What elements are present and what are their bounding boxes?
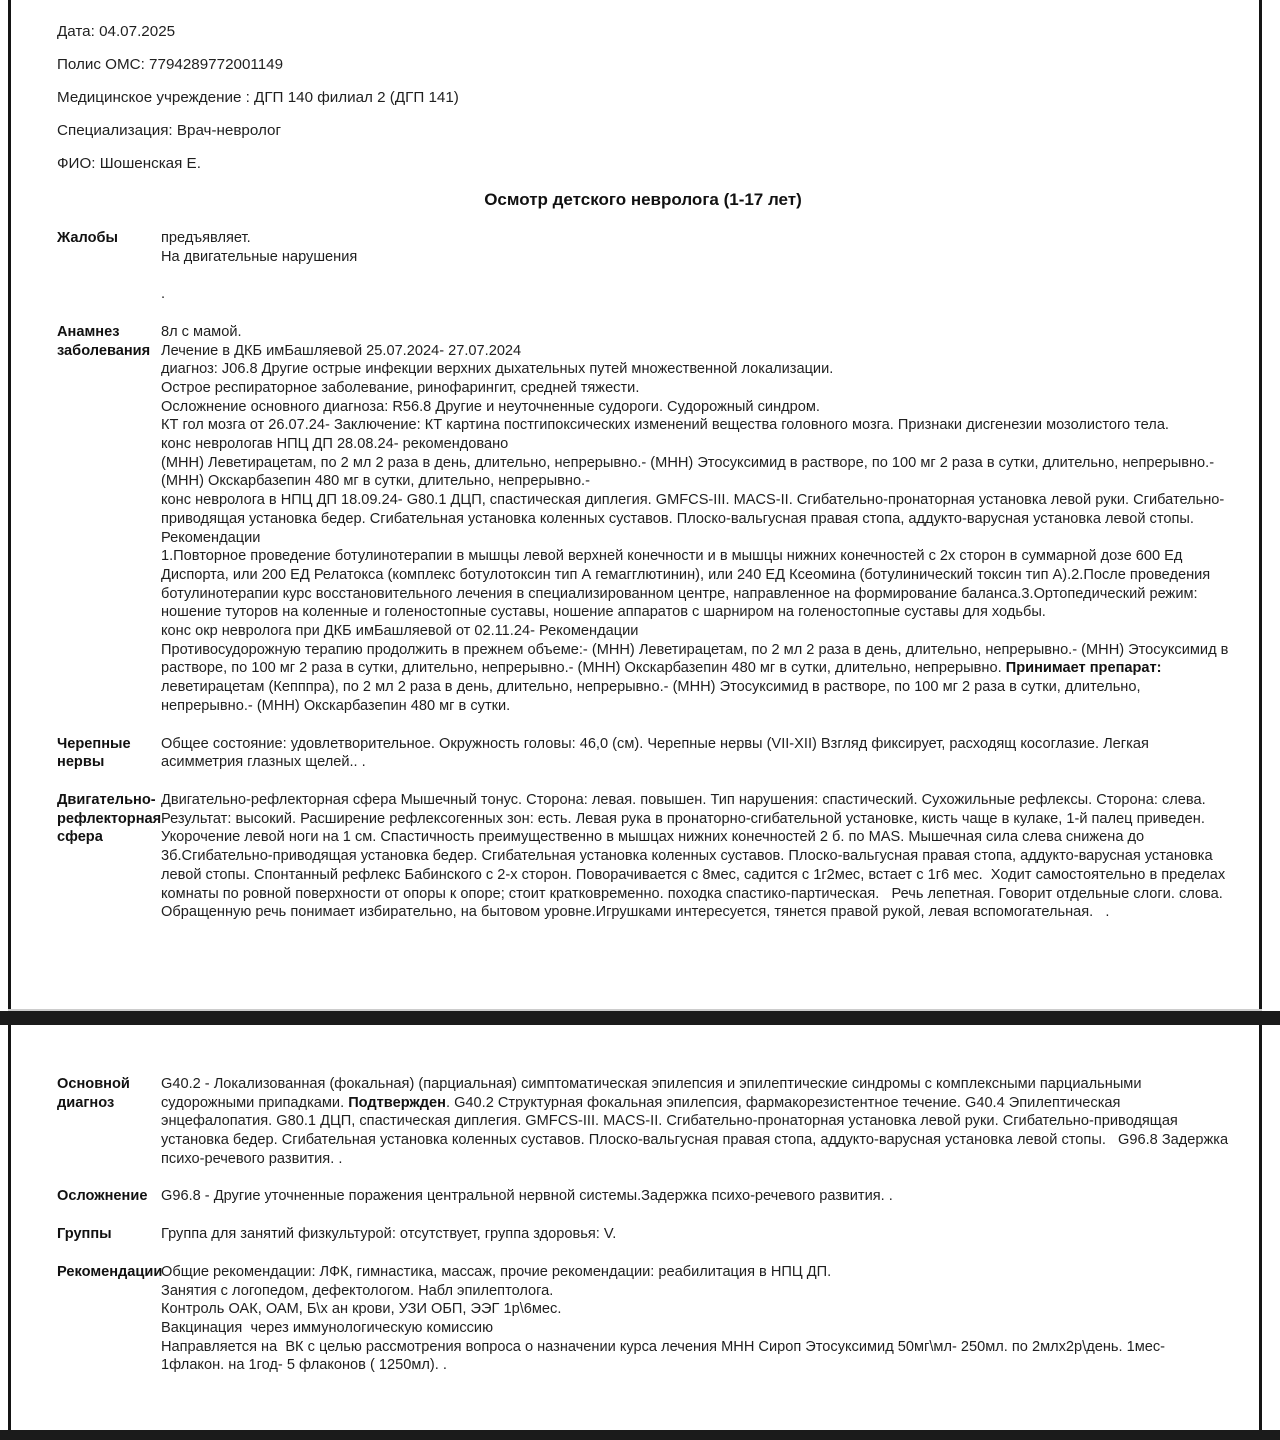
- text-line: Контроль ОАК, ОАМ, Б\х ан крови, УЗИ ОБП, ЭЭГ 1р\6мес.: [161, 1301, 562, 1318]
- text-line: На двигательные нарушения: [161, 248, 358, 265]
- section-complaints-label: Жалобы: [57, 230, 118, 246]
- document-meta: [57, 22, 1229, 173]
- text-line: G96.8 - Другие уточненные поражения центральной нервной системы.Задержка психо-речевого развития. .: [161, 1188, 893, 1205]
- text-line: КТ гол мозга от 26.07.24- Заключение: КТ картина постгипоксических изменений вещества головного мозга. Признаки дисгенезии мозолистого тела.: [161, 417, 1169, 434]
- oms-policy-line: Полис ОМС: 7794289772001149: [57, 56, 284, 73]
- section-main-diagnosis-content: [161, 1075, 1233, 1169]
- section-recommendations: [57, 1263, 1229, 1375]
- section-complaints: [57, 229, 1229, 304]
- section-cranial-nerves-content: [161, 735, 1229, 772]
- page-separator-bottom: [0, 1430, 1280, 1440]
- text-line: Группа для занятий физкультурой: отсутствует, группа здоровья: V.: [161, 1226, 617, 1243]
- text-line: конс окр невролога при ДКБ имБашляевой от 02.11.24- Рекомендации: [161, 623, 639, 640]
- section-cranial-nerves-label: Черепные нервы: [57, 735, 131, 771]
- text-line: [161, 266, 1229, 285]
- specialization-line: Специализация: Врач-невролог: [57, 122, 282, 139]
- text-line: .: [161, 286, 166, 303]
- document-title: Осмотр детского невролога (1-17 лет): [484, 190, 802, 209]
- section-main-diagnosis-label: Основной диагноз: [57, 1075, 130, 1111]
- section-complication: [57, 1187, 1229, 1206]
- section-anamnesis-content: [161, 323, 1233, 716]
- text-line: диагноз: J06.8 Другие острые инфекции верхних дыхательных путей множественной локализации.: [161, 361, 834, 378]
- text-line: Вакцинация через иммунологическую комиссию: [161, 1319, 494, 1336]
- text-line: G40.2 - Локализованная (фокальная) (парциальная) симптоматическая эпилепсия и эпилептические синдромы с комплексными парциальными судорожными припадками. Подтвержден. G40.2 Структурная фокальная эпилепсия, фармакорезистентное течение. G40.4 Эпилептическая энцефалопатия. G80.1 ДЦП, спастическая диплегия. GMFCS-III. MACS-II. Сгибательно-пронаторная установка левой руки. Сгибательно-приводящая установка бедер. Сгибательная установка коленных суставов. Плоско-вальгусная правая стопа, аддукто-варусная установка левой стопы. G96.8 Задержка психо-речевого развития. .: [161, 1075, 1233, 1167]
- section-recommendations-label: Рекомендации: [57, 1263, 163, 1280]
- section-groups: [57, 1225, 1229, 1244]
- text-line: Острое респираторное заболевание, ринофарингит, средней тяжести.: [161, 379, 640, 396]
- text-line: Направляется на ВК с целью рассмотрения вопроса о назначении курса лечения МНН Сироп Этосуксимид 50мг\мл- 250мл. по 2млх2р\день. 1мес- 1флакон. на 1год- 5 флаконов ( 1250мл). .: [161, 1338, 1170, 1374]
- section-anamnesis-label: Анамнез заболевания: [57, 323, 151, 359]
- text-line: Противосудорожную терапию продолжить в прежнем объеме:- (МНН) Леветирацетам, по 2 мл 2 раза в день, длительно, непрерывно.- (МНН) Этосуксимид в растворе, по 100 мг 2 раза в сутки, длительно, непрерывно.- (МНН) Окскарбазепин 480 мг в сутки, длительно, непрерывно. Принимает препарат: леветирацетам (Кепппра), по 2 мл 2 раза в день, длительно, непрерывно.- (МНН) Этосуксимид в растворе, по 100 мг 2 раза в сутки, длительно, непрерывно.- (МНН) Окскарбазепин 480 мг в сутки.: [161, 641, 1233, 714]
- text-line: 8л с мамой.: [161, 323, 242, 340]
- doctor-name-line: ФИО: Шошенская Е.: [57, 155, 201, 172]
- text-line: конс неврологав НПЦ ДП 28.08.24- рекомендовано: [161, 436, 509, 453]
- document-page-1: [8, 0, 1262, 1009]
- text-line: Двигательно-рефлекторная сфера Мышечный тонус. Сторона: левая. повышен. Тип нарушения: спастический. Сухожильные рефлексы. Сторона: слева. Результат: высокий. Расширение рефлексогенных зон: есть. Левая рука в пронаторно-сгибательной установке, кисть чаще в кулаке, 1-й палец приведен. Укорочение левой ноги на 1 см. Спастичность преимущественно в мышцах нижних конечностей 2 б. по MAS. Мышечная сила слева снижена до 3б.Сгибательно-приводящая установка бедер. Сгибательная установка коленных суставов. Плоско-вальгусная правая стопа, аддукто-варусная установка левой стопы. Спонтанный рефлекс Бабинского с 2-х сторон. Поворачивается с 8мес, садится с 1г2мес, встает с 1г6 мес. Ходит самостоятельно в пределах комнаты по ровной поверхности от опоры к опоре; стоит кратковременно. походка спастико-партическая. Речь лепетная. Говорит отдельные слоги. слова. Обращенную речь понимает избирательно, на бытовом уровне.Игрушками интересуется, тянется правой рукой, левая вспомогательная. .: [161, 791, 1230, 921]
- section-motor-reflex-content: [161, 791, 1229, 922]
- section-recommendations-content: [161, 1263, 1229, 1375]
- section-complaints-content: [161, 229, 1229, 304]
- text-line: Осложнение основного диагноза: R56.8 Другие и неуточненные судороги. Судорожный синдром.: [161, 398, 820, 415]
- section-complication-content: [161, 1187, 1229, 1206]
- section-main-diagnosis: [57, 1075, 1233, 1169]
- text-line: предъявляет.: [161, 230, 251, 246]
- text-line: конс невролога в НПЦ ДП 18.09.24- G80.1 ДЦП, спастическая диплегия. GMFCS-III. MACS-II. Сгибательно-пронаторная установка левой руки. Сгибательно-приводящая установка бедер. Сгибательная установка коленных суставов. Плоско-вальгусная правая стопа, аддукто-варусная установка левой стопы.: [161, 492, 1225, 527]
- medical-institution-line: Медицинское учреждение : ДГП 140 филиал 2 (ДГП 141): [57, 89, 459, 106]
- text-line: (МНН) Леветирацетам, по 2 мл 2 раза в день, длительно, непрерывно.- (МНН) Этосуксимид в растворе, по 100 мг 2 раза в сутки, длительно, непрерывно.- (МНН) Окскарбазепин 480 мг в сутки, длительно, непрерывно.-: [161, 454, 1219, 490]
- document-page-2: [8, 1025, 1262, 1430]
- section-anamnesis: [57, 323, 1233, 716]
- page-separator: [0, 1011, 1280, 1025]
- section-motor-reflex: [57, 791, 1229, 922]
- section-groups-content: [161, 1225, 1229, 1244]
- section-groups-label: Группы: [57, 1226, 112, 1243]
- section-motor-reflex-label: Двигательно-рефлекторная сфера: [57, 791, 162, 846]
- text-line: Лечение в ДКБ имБашляевой 25.07.2024- 27.07.2024: [161, 342, 522, 359]
- text-line: Общие рекомендации: ЛФК, гимнастика, массаж, прочие рекомендации: реабилитация в НПЦ ДП.: [161, 1263, 832, 1280]
- text-line: Рекомендации: [161, 529, 261, 546]
- text-line: 1.Повторное проведение ботулинотерапии в мышцы левой верхней конечности и в мышцы нижних конечностей с 2х сторон в суммарной дозе 600 Ед Диспорта, или 200 ЕД Релатокса (комплекс ботулотоксин тип А гемагглютинин), или 240 ЕД Ксеомина (ботулинический токсин тип А).2.После проведения ботулинотерапии курс восстановительного лечения в специализированном центре, направленное на формирование баланса.3.Ортопедический режим: ношение туторов на коленные и голеностопные суставы, ношение аппаратов с шарниром на голеностопные суставы для ходьбы.: [161, 548, 1215, 621]
- section-complication-label: Осложнение: [57, 1188, 148, 1205]
- text-line: Занятия с логопедом, дефектологом. Набл эпилептолога.: [161, 1282, 554, 1299]
- text-line: Общее состояние: удовлетворительное. Окружность головы: 46,0 (см). Черепные нервы (VII-XII) Взгляд фиксирует, расходящ косоглазие. Легкая асимметрия глазных щелей.. .: [161, 735, 1153, 771]
- date-line: Дата: 04.07.2025: [57, 23, 176, 40]
- section-cranial-nerves: [57, 735, 1229, 772]
